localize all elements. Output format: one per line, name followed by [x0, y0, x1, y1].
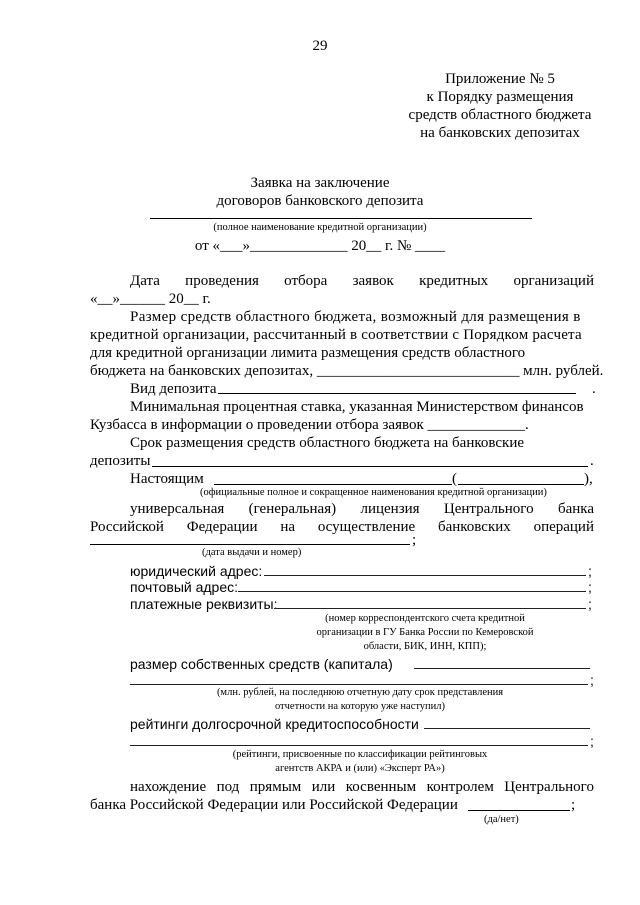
appendix-line: к Порядку размещения — [426, 89, 574, 105]
paragraph-line: для кредитной организации лимита размещения средств областного — [90, 345, 526, 361]
word: организаций — [513, 273, 594, 289]
org-name-field[interactable] — [150, 218, 532, 219]
capital-label: размер собственных средств (капитала) — [130, 656, 393, 672]
word: универсальная — [130, 501, 225, 517]
control-caption: (да/нет) — [484, 814, 519, 825]
word: или — [311, 779, 336, 795]
org-name-caption: (полное наименование кредитной организации) — [213, 222, 427, 233]
semicolon-mark: ; — [588, 596, 592, 612]
word: Российской — [90, 519, 164, 535]
ratings-caption: (рейтинги, присвоенные по классификации рейтинговых — [232, 749, 488, 760]
semicolon-mark: ; — [412, 532, 417, 548]
word: кредитных — [419, 273, 489, 289]
paragraph-line: кредитной организации, рассчитанный в соответствии с Порядком расчета — [90, 327, 582, 343]
control-line — [130, 778, 594, 796]
word: нахождение — [130, 779, 207, 795]
document-title-line: Заявка на заключение — [250, 175, 390, 191]
word: под — [216, 779, 240, 795]
paragraph-line: Размер средств областного бюджета, возможный для размещения в — [130, 309, 581, 325]
paragraph-line: бюджета на банковских депозитах, ___________________________ млн. рублей. — [90, 363, 604, 379]
legal-address-field[interactable] — [264, 575, 586, 576]
word: заявок — [352, 273, 394, 289]
word: осуществление — [317, 519, 416, 535]
term-line: Срок размещения средств областного бюджета на банковские — [130, 435, 525, 451]
word: проведения — [185, 273, 259, 289]
word: банковских — [437, 519, 511, 535]
application-date-number: от «___»_____________ 20__ г. № ____ — [194, 238, 446, 254]
semicolon-mark: ; — [588, 579, 592, 595]
word: Федерации — [186, 519, 258, 535]
ratings-field-1[interactable] — [424, 728, 590, 729]
payment-details-label: платежные реквизиты: — [130, 596, 278, 612]
word: (генеральная) — [248, 501, 337, 517]
deposit-type-field[interactable] — [218, 393, 576, 394]
word: отбора — [284, 273, 328, 289]
license-line — [90, 518, 594, 536]
legal-address-label: юридический адрес: — [130, 563, 263, 579]
term-field[interactable] — [152, 466, 588, 467]
license-line — [130, 500, 594, 518]
appendix-line: Приложение № 5 — [445, 71, 555, 87]
capital-field-1[interactable] — [414, 668, 590, 669]
payment-details-field[interactable] — [274, 608, 586, 609]
payment-details-caption: области, БИК, ИНН, КПП); — [363, 641, 487, 652]
word: операций — [533, 519, 594, 535]
period-mark: . — [592, 381, 596, 397]
capital-field-2[interactable] — [130, 684, 588, 685]
hereby-label: Настоящим — [130, 471, 204, 487]
deposit-type-label: Вид депозита — [130, 381, 217, 397]
word: прямым — [249, 779, 302, 795]
semicolon-mark: ; — [571, 797, 576, 813]
word: лицензия — [360, 501, 420, 517]
open-paren: ( — [452, 471, 457, 487]
selection-date-line — [130, 272, 594, 290]
page-number: 29 — [312, 38, 328, 54]
word: косвенным — [345, 779, 417, 795]
control-answer-field[interactable] — [468, 810, 570, 811]
capital-caption: (млн. рублей, на последнюю отчетную дату срок представления — [216, 687, 504, 698]
capital-caption: отчетности на которую уже наступил) — [274, 701, 446, 712]
document-title-line: договоров банковского депозита — [216, 193, 424, 209]
license-date-number-field[interactable] — [90, 544, 410, 545]
min-rate-line: Кузбасса в информации о проведении отбора заявок _____________. — [90, 417, 529, 433]
org-full-name-field[interactable] — [214, 484, 452, 485]
word: контролем — [426, 779, 494, 795]
appendix-line: средств областного бюджета — [408, 107, 592, 123]
word: Центрального — [504, 779, 594, 795]
term-label: депозиты — [90, 453, 151, 469]
postal-address-field[interactable] — [238, 591, 586, 592]
semicolon-mark: ; — [588, 563, 592, 579]
payment-details-caption: (номер корреспондентского счета кредитной — [325, 613, 525, 624]
min-rate-line: Минимальная процентная ставка, указанная Министерством финансов — [130, 399, 584, 415]
semicolon-mark: ; — [590, 733, 594, 749]
word: Центрального — [443, 501, 534, 517]
word: Дата — [130, 273, 160, 289]
control-line: банка Российской Федерации или Российской Федерации — [90, 797, 458, 813]
selection-date-value: «__»______ 20__ г. — [90, 291, 211, 307]
org-names-caption: (официальные полное и сокращенное наименования кредитной организации) — [200, 487, 547, 498]
appendix-line: на банковских депозитах — [420, 125, 580, 141]
ratings-label: рейтинги долгосрочной кредитоспособности — [130, 716, 419, 732]
postal-address-label: почтовый адрес: — [130, 579, 239, 595]
word: банка — [557, 501, 594, 517]
period-mark: . — [590, 453, 594, 469]
word: на — [280, 519, 296, 535]
ratings-caption: агентств АКРА и (или) «Эксперт РА») — [275, 763, 445, 774]
org-short-name-field[interactable] — [458, 484, 584, 485]
license-caption: (дата выдачи и номер) — [202, 547, 302, 558]
close-paren: ), — [584, 471, 593, 487]
ratings-field-2[interactable] — [130, 745, 588, 746]
payment-details-caption: организации в ГУ Банка России по Кемеровской — [316, 627, 534, 638]
semicolon-mark: ; — [590, 672, 594, 688]
